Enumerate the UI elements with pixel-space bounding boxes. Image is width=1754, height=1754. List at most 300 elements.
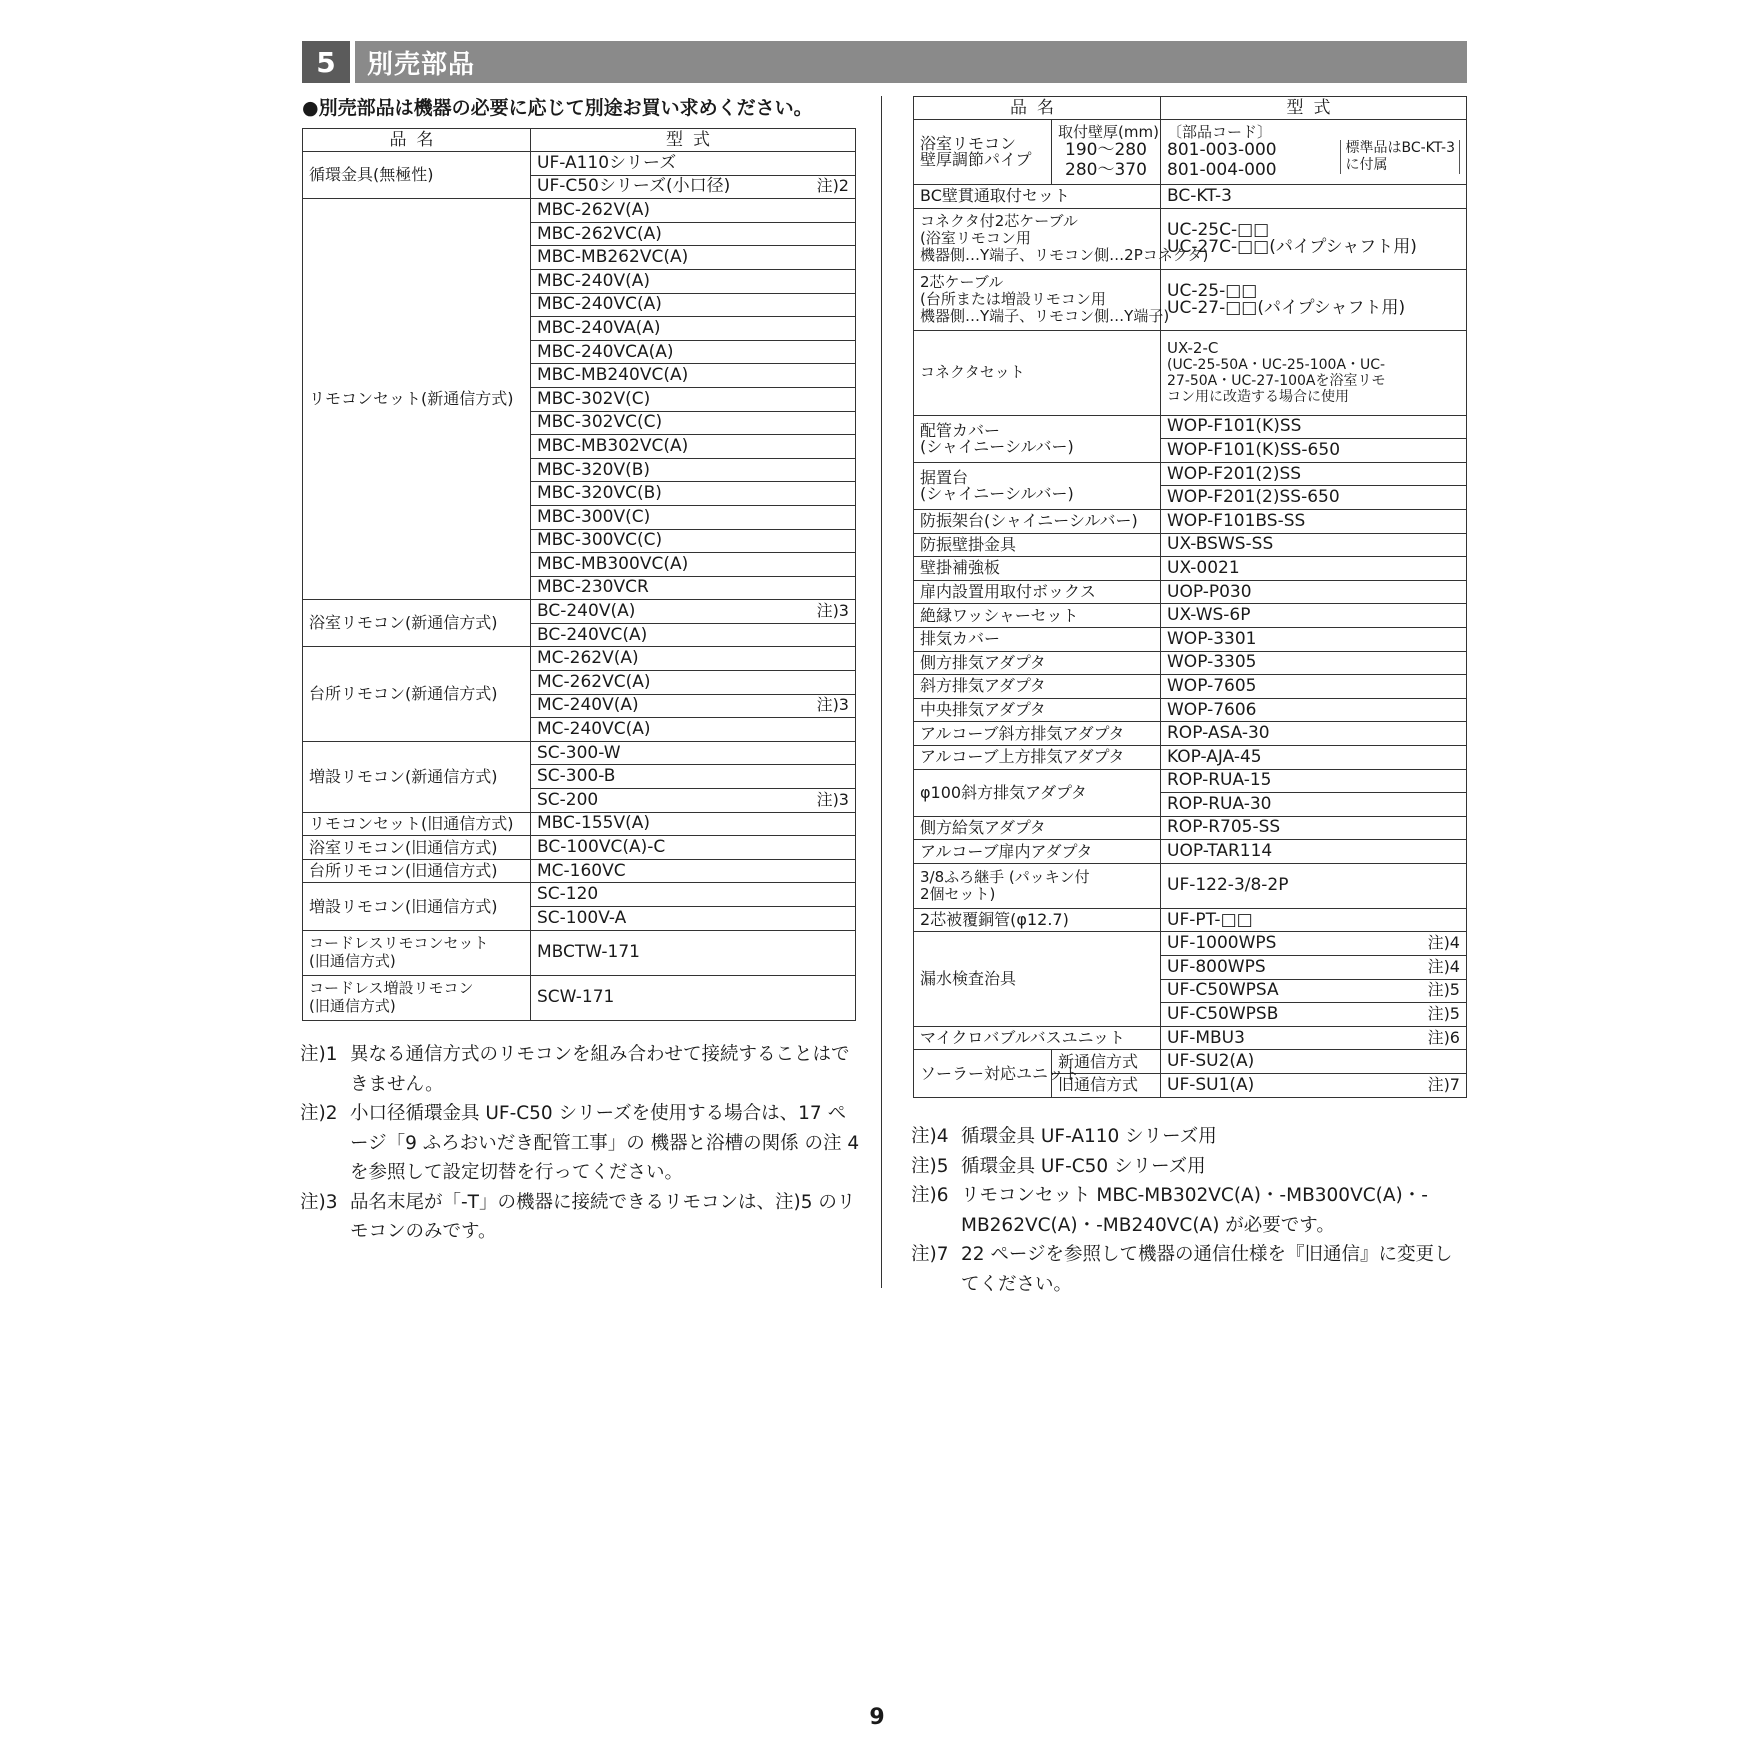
part-model: [531, 505, 856, 529]
part-name: 台所リモコン(新通信方式): [303, 647, 531, 741]
part-model: [1161, 675, 1467, 699]
model-cell: [537, 249, 849, 266]
wall-range: 190〜280: [1065, 140, 1147, 161]
model-line: KOP-AJA-45: [1167, 746, 1262, 767]
part-model: [531, 340, 856, 364]
part-model: [531, 199, 856, 223]
part-model: [531, 175, 856, 199]
part-model: [531, 553, 856, 577]
table-row: [303, 600, 856, 624]
model-cell: [537, 317, 849, 338]
table-row: [914, 269, 1467, 330]
note-item: [911, 1152, 1471, 1182]
part-model: [1161, 722, 1467, 746]
model-line: ROP-ASA-30: [1167, 723, 1270, 744]
table-row: [914, 462, 1467, 486]
part-model: [1161, 956, 1467, 980]
table-row: [914, 769, 1467, 793]
table-row: [303, 930, 856, 975]
model-line: WOP-7605: [1167, 675, 1257, 696]
part-model: [531, 576, 856, 600]
note-item: [300, 1040, 860, 1099]
model-value: MBC-MB262VC(A): [537, 247, 689, 268]
part-model: [531, 246, 856, 270]
table-row: [303, 812, 856, 836]
part-model: [531, 364, 856, 388]
model-cell: [537, 742, 849, 763]
part-name: 壁掛補強板: [914, 557, 1161, 581]
part-name: コードレスリモコンセット (旧通信方式): [303, 930, 531, 975]
table-row: [914, 604, 1467, 628]
model-cell: [537, 270, 849, 291]
model-line: WOP-3305: [1167, 652, 1257, 673]
model-value: SC-300-W: [537, 742, 621, 763]
table-row: [914, 415, 1467, 439]
model-line: UOP-P030: [1167, 581, 1252, 602]
model-value: MBC-MB300VC(A): [537, 553, 689, 574]
model-line: UOP-TAR114: [1167, 841, 1273, 862]
comm-type: 旧通信方式: [1052, 1074, 1161, 1098]
part-model: [531, 269, 856, 293]
part-name: アルコーブ斜方排気アダプタ: [914, 722, 1161, 746]
model-line: UF-122-3/8-2P: [1167, 875, 1289, 896]
part-model: [531, 317, 856, 341]
part-name: 増設リモコン(旧通信方式): [303, 883, 531, 930]
model-cell: [537, 886, 849, 903]
part-name: 増設リモコン(新通信方式): [303, 741, 531, 812]
model-value: MBC-300VC(C): [537, 530, 663, 551]
table-row: [914, 185, 1467, 209]
model-cell: [537, 579, 849, 596]
model-value: UF-800WPS: [1167, 956, 1266, 977]
note-text: 異なる通信方式のリモコンを組み合わせて接続することはできません。: [350, 1044, 850, 1095]
part-model: WOP-F201(2)SS: [1161, 462, 1467, 486]
note-ref: 注)2: [816, 176, 849, 196]
part-model: [1161, 908, 1467, 932]
model-value: UF-C50WPSA: [1167, 980, 1279, 1001]
model-cell: [1167, 1027, 1460, 1048]
note-text: 循環金具 UF-A110 シリーズ用: [961, 1126, 1217, 1147]
model-value: SC-200: [537, 789, 599, 810]
part-model: [531, 152, 856, 176]
part-name: マイクロバブルバスユニット: [914, 1026, 1161, 1050]
comm-type: 新通信方式: [1052, 1050, 1161, 1074]
wall-range: 280〜370: [1065, 159, 1147, 180]
part-model: WOP-F201(2)SS-650: [1161, 486, 1467, 510]
model-cell: [537, 506, 849, 527]
section-number: 5: [302, 41, 355, 83]
part-name: 排気カバー: [914, 627, 1161, 651]
code-note: 標準品はBC-KT-3 に付属: [1340, 140, 1460, 174]
part-model: [531, 741, 856, 765]
table-row: [303, 741, 856, 765]
part-model: ROP-RUA-15: [1161, 769, 1467, 793]
pipe-row: [914, 120, 1467, 185]
part-model: [531, 387, 856, 411]
model-cell: [1167, 1074, 1460, 1095]
model-line: WOP-F101BS-SS: [1167, 510, 1306, 531]
model-value: MBC-262V(A): [537, 199, 651, 220]
model-line: BC-KT-3: [1167, 185, 1232, 206]
part-name: 2芯ケーブル (台所または増設リモコン用 機器側…Y端子、リモコン側…Y端子): [914, 269, 1161, 330]
part-model: [531, 435, 856, 459]
part-model: [531, 482, 856, 506]
model-value: UF-A110シリーズ: [537, 152, 677, 173]
model-cell: [537, 697, 849, 714]
note-tag: 注)6: [911, 1185, 949, 1206]
model-cell: [537, 178, 849, 195]
table-header-row: [303, 129, 856, 152]
part-model: [1161, 269, 1467, 330]
note-tag: 注)2: [300, 1103, 338, 1124]
table-row: [914, 1050, 1467, 1074]
model-value: MC-160VC: [537, 860, 626, 881]
part-model: [531, 975, 856, 1020]
pipe-name: 浴室リモコン 壁厚調節パイプ: [914, 120, 1052, 185]
table-row: [914, 557, 1467, 581]
model-cell: [1167, 956, 1460, 977]
table-row: [914, 533, 1467, 557]
model-cell: [537, 532, 849, 549]
model-cell: [537, 341, 849, 362]
right-parts-table: [913, 96, 1467, 1098]
model-line: WOP-7606: [1167, 699, 1257, 720]
part-name: 循環金具(無極性): [303, 152, 531, 199]
note-item: [911, 1240, 1471, 1299]
table-row: [303, 152, 856, 176]
model-value: UF-1000WPS: [1167, 933, 1277, 954]
part-model: [531, 600, 856, 624]
pipe-code: [1161, 120, 1467, 185]
model-line: UX-BSWS-SS: [1167, 534, 1274, 555]
model-cell: [1167, 935, 1460, 952]
part-name: 漏水検査治具: [914, 932, 1161, 1026]
part-model: [531, 623, 856, 647]
part-model: [1161, 185, 1467, 209]
note-item: [911, 1181, 1471, 1240]
part-model: [531, 836, 856, 860]
table-row: [303, 883, 856, 907]
model-value: MBC-302V(C): [537, 388, 651, 409]
model-value: MBC-155V(A): [537, 813, 651, 834]
pipe-wall: [1052, 120, 1161, 185]
note-tag: 注)5: [911, 1155, 949, 1177]
part-name: アルコーブ扉内アダプタ: [914, 840, 1161, 864]
part-name: コネクタ付2芯ケーブル (浴室リモコン用 機器側…Y端子、リモコン側…2Pコネクタ): [914, 208, 1161, 269]
model-value: UF-SU2(A): [1167, 1051, 1255, 1072]
part-model: WOP-F101(K)SS-650: [1161, 439, 1467, 463]
part-model: [531, 883, 856, 907]
code-header: 〔部品コード〕: [1167, 122, 1273, 141]
model-cell: [537, 388, 849, 409]
part-model: [531, 907, 856, 931]
model-cell: [537, 296, 849, 313]
note-text: 22 ページを参照して機器の通信仕様を『旧通信』に変更してください。: [961, 1244, 1453, 1295]
part-model: [1161, 863, 1467, 908]
part-name: ソーラー対応ユニット: [914, 1050, 1052, 1097]
note-tag: 注)1: [300, 1044, 338, 1065]
part-model: [531, 930, 856, 975]
notes-right: [911, 1122, 1471, 1299]
note-item: [300, 1099, 860, 1188]
part-name: 中央排気アダプタ: [914, 698, 1161, 722]
part-model: [531, 647, 856, 671]
model-value: MBC-240VC(A): [537, 294, 662, 315]
model-value: MBC-230VCR: [537, 577, 649, 598]
part-model: [1161, 816, 1467, 840]
part-name: BC壁貫通取付セット: [914, 185, 1161, 209]
model-value: UF-C50WPSB: [1167, 1004, 1279, 1025]
model-value: MBCTW-171: [537, 942, 640, 963]
model-value: BC-240V(A): [537, 601, 636, 622]
part-model: [1161, 330, 1467, 415]
part-name: 側方給気アダプタ: [914, 816, 1161, 840]
model-cell: [537, 624, 849, 645]
model-cell: [537, 223, 849, 244]
table-row: [914, 908, 1467, 932]
model-cell: [537, 152, 849, 173]
model-value: SC-100V-A: [537, 907, 627, 928]
table-row: [914, 863, 1467, 908]
note-ref: 注)3: [816, 601, 849, 621]
header-name: 品名: [303, 129, 531, 152]
part-name: φ100斜方排気アダプタ: [914, 769, 1161, 816]
part-model: [531, 789, 856, 813]
part-model: [1161, 1074, 1467, 1098]
part-model: ROP-RUA-30: [1161, 793, 1467, 817]
model-cell: [537, 860, 849, 881]
model-cell: [537, 414, 849, 431]
part-model: [531, 458, 856, 482]
part-model: [531, 671, 856, 695]
model-line: UC-25-□□: [1167, 280, 1258, 301]
model-cell: [537, 989, 849, 1006]
part-model: [1161, 1050, 1467, 1074]
table-row: [914, 722, 1467, 746]
model-value: MBC-300V(C): [537, 506, 651, 527]
model-value: UF-SU1(A): [1167, 1074, 1255, 1095]
model-cell: [537, 907, 849, 928]
model-line: UC-27-□□(パイプシャフト用): [1167, 297, 1406, 318]
part-model: [1161, 557, 1467, 581]
part-name: 2芯被覆銅管(φ12.7): [914, 908, 1161, 932]
model-value: MC-240VC(A): [537, 719, 651, 740]
note-ref: 注)4: [1427, 956, 1460, 976]
table-row: [303, 647, 856, 671]
part-model: [1161, 1026, 1467, 1050]
part-model: [1161, 604, 1467, 628]
model-cell: [537, 459, 849, 480]
table-row: [303, 975, 856, 1020]
model-value: MBC-240VCA(A): [537, 341, 674, 362]
table-row: [914, 932, 1467, 956]
part-model: [531, 293, 856, 317]
table-row: [914, 208, 1467, 269]
note-ref: 注)7: [1427, 1074, 1460, 1094]
note-text: 品名末尾が「-T」の機器に接続できるリモコンは、注)5 のリモコンのみです。: [350, 1191, 856, 1242]
part-model: [531, 812, 856, 836]
table-row: [303, 199, 856, 223]
table-row: [914, 580, 1467, 604]
part-model: [1161, 627, 1467, 651]
part-model: [1161, 698, 1467, 722]
model-value: BC-100VC(A)-C: [537, 837, 666, 858]
note-tag: 注)4: [911, 1126, 949, 1147]
model-line: UF-PT-□□: [1167, 909, 1253, 930]
part-name: 防振架台(シャイニーシルバー): [914, 509, 1161, 533]
model-line: WOP-3301: [1167, 628, 1257, 649]
code-value: 801-004-000: [1167, 159, 1277, 180]
part-model: [531, 529, 856, 553]
part-name: 浴室リモコン(新通信方式): [303, 600, 531, 647]
intro-text: ●別売部品は機器の必要に応じて別途お買い求めください。: [302, 97, 813, 119]
note-text: 循環金具 UF-C50 シリーズ用: [961, 1155, 1206, 1177]
part-name: リモコンセット(旧通信方式): [303, 812, 531, 836]
model-line: UX-WS-6P: [1167, 605, 1251, 626]
part-name: 配管カバー (シャイニーシルバー): [914, 415, 1161, 462]
model-line: (UC-25-50A・UC-25-100A・UC- 27-50A・UC-27-100Aを浴室リモ コン用に改造する場合に使用: [1167, 357, 1386, 406]
model-cell: [537, 671, 849, 692]
part-name: コネクタセット: [914, 330, 1161, 415]
table-row: [303, 836, 856, 860]
table-header-row: [914, 97, 1467, 120]
part-model: [531, 718, 856, 742]
table-row: [914, 840, 1467, 864]
table-row: [303, 859, 856, 883]
header-model: 型式: [531, 129, 856, 152]
model-value: MBC-320V(B): [537, 459, 651, 480]
table-row: [914, 509, 1467, 533]
note-ref: 注)4: [1427, 933, 1460, 953]
wall-header: 取付壁厚(mm): [1058, 122, 1159, 141]
part-name: 3/8ふろ継手 (パッキン付 2個セット): [914, 863, 1161, 908]
model-line: UX-2-C: [1167, 338, 1219, 357]
part-name: 斜方排気アダプタ: [914, 675, 1161, 699]
part-model: [1161, 932, 1467, 956]
table-row: [914, 627, 1467, 651]
note-text: 小口径循環金具 UF-C50 シリーズを使用する場合は、17 ページ「9 ふろおいだき配管工事」の 機器と浴槽の関係 の注 4 を参照して設定切替を行ってください。: [350, 1103, 860, 1183]
part-name: 側方排気アダプタ: [914, 651, 1161, 675]
part-name: 絶縁ワッシャーセット: [914, 604, 1161, 628]
model-value: SC-300-B: [537, 766, 616, 787]
part-name: リモコンセット(新通信方式): [303, 199, 531, 600]
part-model: [531, 222, 856, 246]
left-parts-table: [302, 128, 856, 1021]
part-name: アルコーブ上方排気アダプタ: [914, 745, 1161, 769]
note-ref: 注)5: [1427, 980, 1460, 1000]
model-cell: [1167, 1006, 1460, 1023]
model-value: MBC-240VA(A): [537, 317, 661, 338]
part-model: [1161, 533, 1467, 557]
table-row: [914, 1026, 1467, 1050]
model-value: MC-262V(A): [537, 648, 639, 669]
model-value: MBC-MB302VC(A): [537, 435, 689, 456]
model-cell: [1167, 982, 1460, 999]
model-value: UF-MBU3: [1167, 1027, 1245, 1048]
model-value: SC-120: [537, 884, 599, 905]
notes-left: [300, 1040, 860, 1247]
model-cell: [537, 603, 849, 620]
model-value: MBC-MB240VC(A): [537, 365, 689, 386]
table-row: [914, 651, 1467, 675]
model-cell: [537, 944, 849, 961]
model-value: SCW-171: [537, 987, 615, 1008]
note-item: [911, 1122, 1471, 1152]
part-model: [1161, 745, 1467, 769]
header-name: 品名: [914, 97, 1161, 120]
model-cell: [537, 435, 849, 456]
column-divider: [881, 96, 882, 1288]
part-model: [1161, 840, 1467, 864]
model-value: MBC-320VC(B): [537, 483, 662, 504]
note-ref: 注)3: [816, 789, 849, 809]
part-model: [1161, 979, 1467, 1003]
model-value: MC-240V(A): [537, 695, 639, 716]
header-model: 型式: [1161, 97, 1467, 120]
part-model: [531, 859, 856, 883]
model-line: UX-0021: [1167, 557, 1240, 578]
section-title: 別売部品: [367, 49, 476, 80]
table-row: [914, 816, 1467, 840]
part-model: [1161, 651, 1467, 675]
model-cell: [537, 367, 849, 384]
model-cell: [537, 815, 849, 832]
part-name: 浴室リモコン(旧通信方式): [303, 836, 531, 860]
model-cell: [537, 839, 849, 856]
code-value: 801-003-000: [1167, 140, 1277, 161]
model-line: UC-27C-□□(パイプシャフト用): [1167, 236, 1417, 257]
model-value: MC-262VC(A): [537, 671, 651, 692]
note-ref: 注)3: [816, 695, 849, 715]
model-cell: [1167, 1053, 1460, 1070]
model-cell: [537, 789, 849, 810]
model-value: BC-240VC(A): [537, 624, 648, 645]
note-tag: 注)3: [300, 1191, 338, 1213]
section-header: [302, 41, 1467, 83]
model-value: MBC-262VC(A): [537, 223, 662, 244]
model-cell: [537, 768, 849, 785]
note-tag: 注)7: [911, 1244, 949, 1265]
note-text: リモコンセット MBC-MB302VC(A)・-MB300VC(A)・-MB262VC(A)・-MB240VC(A) が必要です。: [961, 1185, 1428, 1236]
note-item: [300, 1188, 860, 1247]
part-model: [531, 765, 856, 789]
model-line: ROP-R705-SS: [1167, 817, 1281, 838]
table-row: [914, 330, 1467, 415]
model-cell: [537, 199, 849, 220]
part-model: [1161, 509, 1467, 533]
part-model: [1161, 1003, 1467, 1027]
part-model: [531, 694, 856, 718]
model-value: MBC-302VC(C): [537, 412, 663, 433]
model-cell: [537, 485, 849, 502]
part-model: WOP-F101(K)SS: [1161, 415, 1467, 439]
model-line: UC-25C-□□: [1167, 219, 1270, 240]
table-row: [914, 675, 1467, 699]
part-name: 台所リモコン(旧通信方式): [303, 859, 531, 883]
note-ref: 注)6: [1427, 1027, 1460, 1047]
part-name: 扉内設置用取付ボックス: [914, 580, 1161, 604]
part-model: [531, 411, 856, 435]
model-value: UF-C50シリーズ(小口径): [537, 176, 731, 197]
note-ref: 注)5: [1427, 1004, 1460, 1024]
model-cell: [537, 553, 849, 574]
part-name: コードレス増設リモコン (旧通信方式): [303, 975, 531, 1020]
page-number: 9: [869, 1705, 885, 1730]
table-row: [914, 745, 1467, 769]
part-name: 防振壁掛金具: [914, 533, 1161, 557]
part-model: [1161, 580, 1467, 604]
part-name: 据置台 (シャイニーシルバー): [914, 462, 1161, 509]
